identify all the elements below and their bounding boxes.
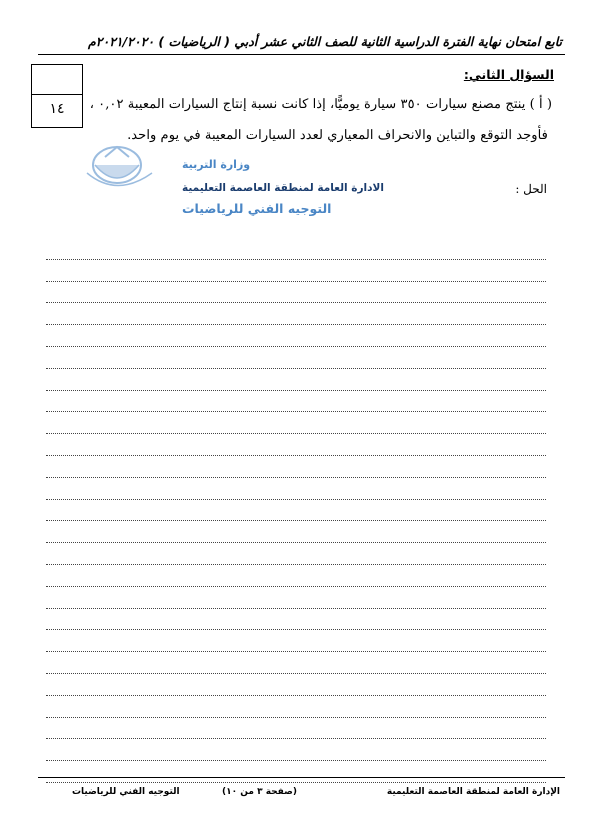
stamp-region-text: الادارة العامة لمنطقة العاصمة التعليمية: [182, 182, 384, 194]
answer-line[interactable]: [46, 303, 546, 325]
answer-line[interactable]: [46, 761, 546, 783]
question-title: السؤال الثاني:: [463, 67, 554, 82]
footer-page-number: (صفحة ٣ من ١٠): [222, 787, 297, 797]
kuwait-emblem-icon: [87, 147, 152, 186]
answer-line[interactable]: [46, 238, 546, 260]
answer-line[interactable]: [46, 565, 546, 587]
answer-line[interactable]: [46, 282, 546, 304]
question-text-line2: فأوجد التوقع والتباين والانحراف المعياري لعدد السيارات المعيبة في يوم واحد.: [127, 128, 548, 143]
answer-line[interactable]: [46, 412, 546, 434]
answer-line[interactable]: [46, 718, 546, 740]
ministry-stamp-logo: [17, 143, 384, 233]
footer-department: التوجيه الفني للرياضيات: [72, 787, 180, 797]
answer-line[interactable]: [46, 434, 546, 456]
stamp-dept-text: التوجيه الفني للرياضيات: [182, 201, 332, 216]
score-box: [31, 64, 83, 128]
stamp-ministry-text: وزارة التربية: [182, 158, 251, 171]
score-total: ١٤: [49, 101, 65, 117]
answer-line[interactable]: [46, 652, 546, 674]
answer-line[interactable]: [46, 369, 546, 391]
header-divider: [38, 54, 565, 55]
answer-line[interactable]: [46, 478, 546, 500]
answer-line[interactable]: [46, 347, 546, 369]
solution-label: الحل :: [515, 182, 547, 196]
answer-line[interactable]: [46, 391, 546, 413]
answer-line[interactable]: [46, 260, 546, 282]
answer-line[interactable]: [46, 739, 546, 761]
answer-line[interactable]: [46, 521, 546, 543]
answer-line[interactable]: [46, 543, 546, 565]
answer-lines[interactable]: [46, 238, 546, 783]
exam-header: تابع امتحان نهاية الفترة الدراسية الثانية للصف الثاني عشر أدبي ( الرياضيات ) ٢٠٢١/٢٠٢٠م: [88, 34, 562, 49]
answer-line[interactable]: [46, 696, 546, 718]
footer-divider: [38, 777, 565, 778]
answer-line[interactable]: [46, 630, 546, 652]
footer-region: الإدارة العامة لمنطقة العاصمة التعليمية: [386, 787, 560, 797]
score-box-divider: [32, 94, 82, 95]
answer-line[interactable]: [46, 587, 546, 609]
answer-line[interactable]: [46, 456, 546, 478]
answer-line[interactable]: [46, 674, 546, 696]
answer-line[interactable]: [46, 609, 546, 631]
answer-line[interactable]: [46, 500, 546, 522]
question-text-line1: ( أ ) ينتج مصنع سيارات ٣٥٠ سيارة يوميًّا، إذا كانت نسبة إنتاج السيارات المعيبة ٠,٠٢ ،: [89, 97, 552, 112]
answer-line[interactable]: [46, 325, 546, 347]
